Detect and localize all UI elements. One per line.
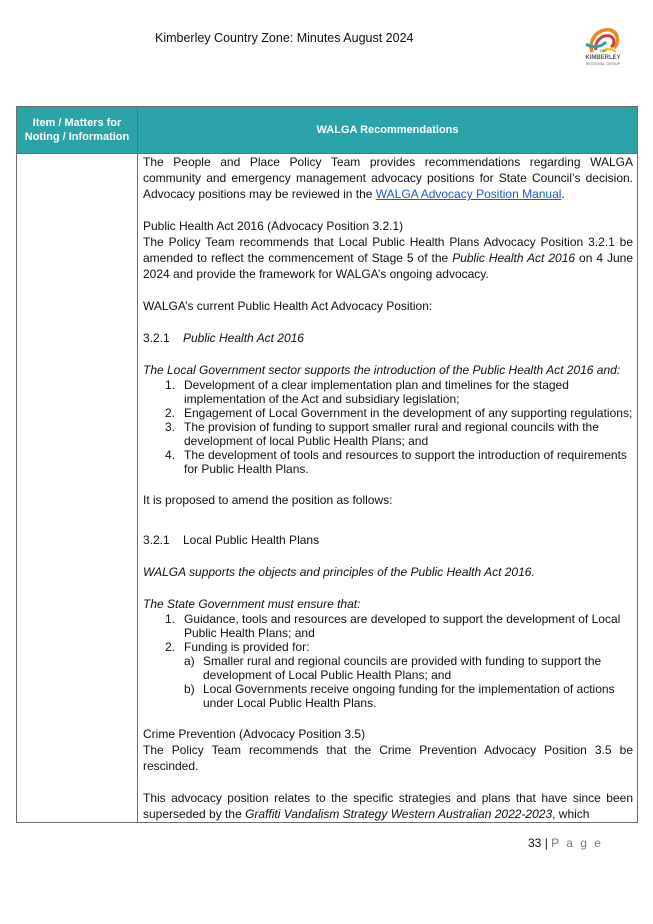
list-number: 1. bbox=[165, 378, 176, 392]
list-item bbox=[165, 420, 633, 448]
sub-list-text: Smaller rural and regional councils are provided with funding to support the development of Local Public Health Plans; and bbox=[203, 654, 602, 682]
list-text: Engagement of Local Government in the development of any supporting regulations; bbox=[184, 406, 633, 420]
list-item bbox=[165, 378, 633, 406]
crime-context-text-2: , which bbox=[552, 807, 590, 821]
logo-line-regional-group: REGIONAL GROUP bbox=[585, 62, 621, 66]
list-number: 2. bbox=[165, 640, 176, 654]
list-item bbox=[165, 640, 633, 654]
list-text: Guidance, tools and resources are developed to support the development of Local Public Health Plans; and bbox=[184, 612, 621, 640]
crime-prevention-context bbox=[143, 790, 633, 822]
list-number: 2. bbox=[165, 406, 176, 420]
logo-text bbox=[578, 48, 628, 68]
intro-paragraph bbox=[143, 154, 633, 202]
logo-line-the: THE bbox=[599, 49, 607, 53]
list-number: 3. bbox=[165, 420, 176, 434]
crime-prevention-title: Crime Prevention (Advocacy Position 3.5) bbox=[143, 727, 366, 741]
page-footer bbox=[528, 836, 603, 850]
pha-title: Public Health Act 2016 (Advocacy Position 3.2.1) bbox=[143, 219, 404, 233]
new-position-list bbox=[143, 612, 633, 710]
page-separator: | bbox=[544, 836, 548, 850]
list-text: Funding is provided for: bbox=[184, 640, 310, 654]
state-must-statement: The State Government must ensure that: bbox=[143, 597, 361, 611]
sub-list-item bbox=[165, 654, 633, 682]
intro-text: The People and Place Policy Team provides recommendations regarding WALGA community and emergency management advocacy positions for State Council’s decision. Advocacy positions may be reviewed in the bbox=[143, 155, 633, 201]
list-item bbox=[165, 406, 633, 420]
list-number: 1. bbox=[165, 612, 176, 626]
sub-list-letter: b) bbox=[184, 682, 195, 696]
recommendations-cell bbox=[138, 154, 638, 823]
new-position-heading bbox=[143, 532, 633, 548]
minutes-table bbox=[16, 106, 638, 823]
intro-end: . bbox=[561, 187, 565, 201]
pha-recommendation bbox=[143, 234, 633, 282]
new-position-title: Local Public Health Plans bbox=[183, 533, 320, 547]
column-header-walga-recommendations: WALGA Recommendations bbox=[138, 107, 638, 154]
list-text: The development of tools and resources to support the introduction of requirements for Public Health Plans. bbox=[184, 448, 627, 476]
pha-rec-act-name: Public Health Act 2016 bbox=[452, 251, 576, 265]
page-number: 33 bbox=[528, 836, 542, 850]
current-position-list bbox=[143, 378, 633, 476]
crime-prevention-recommendation: The Policy Team recommends that the Crime Prevention Advocacy Position 3.5 be rescinded. bbox=[143, 743, 633, 773]
column-header-item: Item / Matters for Noting / Information bbox=[17, 107, 138, 154]
crime-context-strategy-name: Graffiti Vandalism Strategy Western Australian 2022-2023 bbox=[245, 807, 553, 821]
position-heading bbox=[143, 330, 633, 346]
list-text: The provision of funding to support smaller rural and regional councils with the development of local Public Health Plans; and bbox=[184, 420, 599, 448]
list-item bbox=[165, 612, 633, 640]
page-label: P a g e bbox=[551, 836, 603, 850]
sub-list-text: Local Governments receive ongoing funding for the implementation of actions under Local Public Health Plans. bbox=[203, 682, 615, 710]
document-header-title: Kimberley Country Zone: Minutes August 2024 bbox=[155, 31, 414, 45]
list-item bbox=[165, 448, 633, 476]
pha-rec-text-2: on 4 June 2024 and provide the framework for WALGA’s ongoing advocacy. bbox=[143, 251, 634, 281]
advocacy-manual-link[interactable]: WALGA Advocacy Position Manual bbox=[375, 187, 562, 201]
proposed-amendment-label: It is proposed to amend the position as follows: bbox=[143, 493, 393, 507]
crime-context-text-1: This advocacy position relates to the specific strategies and plans that have since been superseded by the bbox=[143, 791, 633, 821]
walga-supports-statement: WALGA supports the objects and principles of the Public Health Act 2016. bbox=[143, 565, 535, 579]
position-title: Public Health Act 2016 bbox=[183, 331, 304, 345]
sub-list-item bbox=[165, 682, 633, 710]
new-position-number: 3.2.1 bbox=[143, 533, 170, 547]
sub-list-letter: a) bbox=[184, 654, 195, 668]
list-text: Development of a clear implementation plan and timelines for the staged implementation of the Act and subsidiary legislation; bbox=[184, 378, 569, 406]
lg-supports-statement: The Local Government sector supports the introduction of the Public Health Act 2016 and: bbox=[143, 363, 621, 377]
current-position-label: WALGA’s current Public Health Act Advocacy Position: bbox=[143, 299, 433, 313]
pha-rec-text-1: The Policy Team recommends that Local Public Health Plans Advocacy Position 3.2.1 be amended to reflect the commencement of Stage 5 of the bbox=[143, 235, 633, 265]
logo-line-kimberley: KIMBERLEY bbox=[585, 54, 621, 61]
position-number: 3.2.1 bbox=[143, 331, 170, 345]
item-cell bbox=[17, 154, 138, 823]
list-number: 4. bbox=[165, 448, 176, 462]
